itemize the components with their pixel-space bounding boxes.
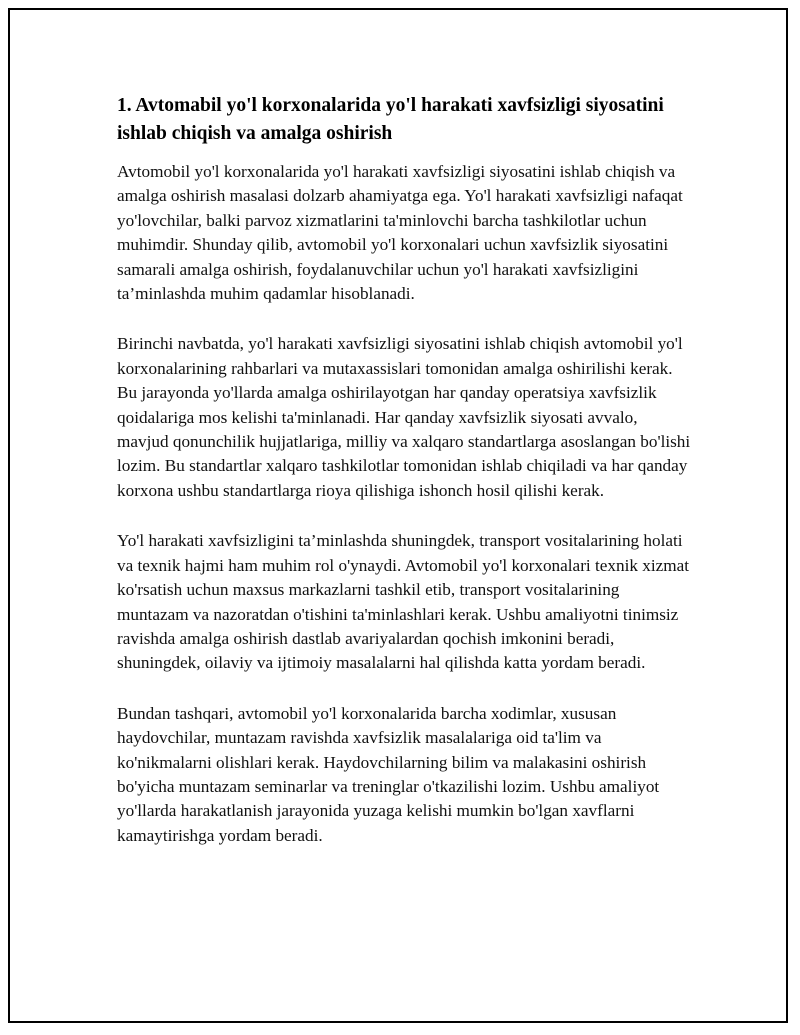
paragraph-2: Birinchi navbatda, yo'l harakati xavfsizligi siyosatini ishlab chiqish avtomobil yo'l korxonalarining rahbarlari va mutaxassislari tomonidan amalga oshirilishi kerak. Bu jarayonda yo'llarda amalga oshirilayotgan har qanday operatsiya xavfsizlik qoidalariga mos kelishi ta'minlanadi. Har qanday xavfsizlik siyosati avvalo, mavjud qonunchilik hujjatlariga, milliy va xalqaro standartlarga asoslangan bo'lishi lozim. Bu standartlar xalqaro tashkilotlar tomonidan ishlab chiqiladi va har qanday korxona ushbu standartlarga rioya qilishiga ishonch hosil qilishi kerak. xyxy=(117,334,691,500)
paragraph-3: Yo'l harakati xavfsizligini ta’minlashda shuningdek, transport vositalarining holati va texnik hajmi ham muhim rol o'ynaydi. Avtomobil yo'l korxonalari texnik xizmat ko'rsatish uchun maxsus markazlarni tashkil etib, transport vositalarining muntazam va nazoratdan o'tishini ta'minlashlari kerak. Ushbu amaliyotni tinimsiz ravishda amalga oshirish dastlab avariyalardan qochish imkonini beradi, shuningdek, oilaviy va ijtimoiy masalalarni hal qilishda katta yordam beradi. xyxy=(117,531,690,673)
paragraph-4: Bundan tashqari, avtomobil yo'l korxonalarida barcha xodimlar, xususan haydovchilar, muntazam ravishda xavfsizlik masalalariga oid ta'lim va ko'nikmalarni olishlari kerak. Haydovchilarning bilim va malakasini oshirish bo'yicha muntazam seminarlar va treninglar o'tkazilishi lozim. Ushbu amaliyot yo'llarda harakatlanish jarayonida yuzaga kelishi mumkin bo'lgan xavflarni kamaytirishga yordam beradi. xyxy=(117,703,660,845)
section-heading: 1. Avtomabil yo'l korxonalarida yo'l harakati xavfsizligi siyosatini ishlab chiqish va amalga oshirish xyxy=(117,95,664,144)
paragraph-1: Avtomobil yo'l korxonalarida yo'l harakati xavfsizligi siyosatini ishlab chiqish va amalga oshirish masalasi dolzarb ahamiyatga ega. Yo'l harakati xavfsizligi nafaqat yo'lovchilar, balki parvoz xizmatlarini ta'minlovchi barcha tashkilotlar uchun muhimdir. Shunday qilib, avtomobil yo'l korxonalari uchun xavfsizlik siyosatini samarali amalga oshirish, foydalanuvchilar uchun yo'l harakati xavfsizligini ta’minlashda muhim qadamlar hisoblanadi. xyxy=(117,162,683,304)
document-body xyxy=(117,92,692,874)
